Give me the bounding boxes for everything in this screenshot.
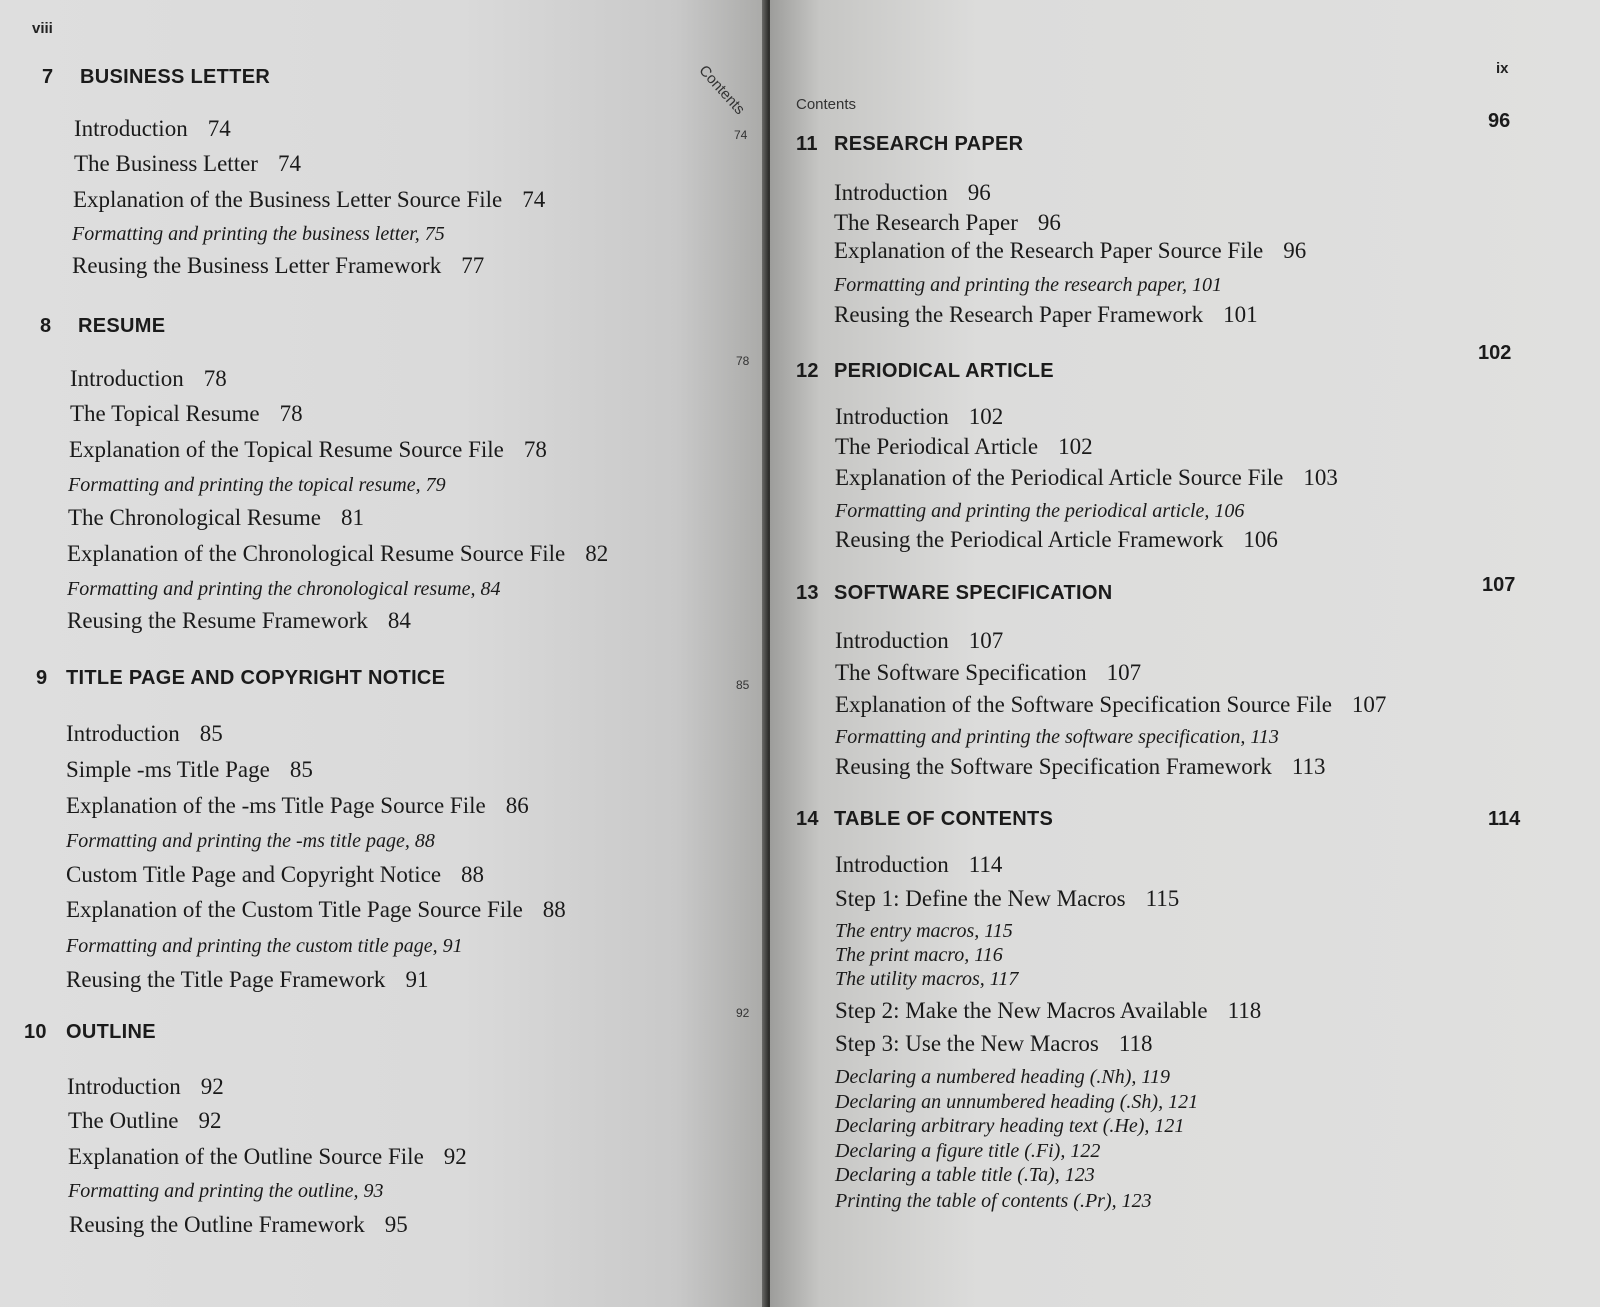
chapter-number: 12 xyxy=(796,360,819,382)
toc-subentry: Printing the table of contents (.Pr), 123 xyxy=(835,1190,1152,1212)
toc-entry: Reusing the Outline Framework 95 xyxy=(69,1212,408,1237)
toc-entry: Reusing the Business Letter Framework 77 xyxy=(72,253,485,278)
chapter-title: TABLE OF CONTENTS xyxy=(834,808,1054,830)
toc-subentry: The utility macros, 117 xyxy=(835,968,1019,990)
chapter-title: TITLE PAGE AND COPYRIGHT NOTICE xyxy=(66,667,446,689)
running-head: Contents xyxy=(695,62,749,118)
toc-subentry: The print macro, 116 xyxy=(835,944,1003,966)
toc-entry: Introduction 78 xyxy=(70,366,227,391)
toc-entry: Explanation of the Software Specification Source File 107 xyxy=(835,692,1387,717)
toc-entry: Step 2: Make the New Macros Available 118 xyxy=(835,998,1262,1023)
toc-entry: Introduction 107 xyxy=(835,628,1004,653)
chapter-page-number: 96 xyxy=(1488,110,1511,132)
page-number: viii xyxy=(32,20,53,37)
toc-entry: Explanation of the Periodical Article Source File 103 xyxy=(835,465,1338,490)
toc-entry: Custom Title Page and Copyright Notice 88 xyxy=(66,862,485,887)
chapter-title: RESUME xyxy=(78,315,166,337)
toc-entry: The Periodical Article 102 xyxy=(835,434,1093,459)
toc-entry: Explanation of the Outline Source File 92 xyxy=(68,1144,467,1169)
toc-entry: Introduction 102 xyxy=(835,404,1004,429)
toc-entry: Reusing the Research Paper Framework 101 xyxy=(834,302,1258,327)
toc-entry: Simple -ms Title Page 85 xyxy=(66,757,313,782)
toc-entry: The Outline 92 xyxy=(68,1108,222,1133)
toc-subentry: Declaring arbitrary heading text (.He), 121 xyxy=(835,1115,1185,1137)
chapter-number: 7 xyxy=(42,66,54,88)
toc-subentry: Formatting and printing the topical resume, 79 xyxy=(68,474,446,496)
toc-subentry: Formatting and printing the research paper, 101 xyxy=(834,274,1222,296)
toc-entry: Explanation of the Custom Title Page Source File 88 xyxy=(66,897,566,922)
toc-entry: Reusing the Periodical Article Framework 106 xyxy=(835,527,1278,552)
toc-entry: The Research Paper 96 xyxy=(834,210,1061,235)
toc-subentry: Formatting and printing the -ms title page, 88 xyxy=(66,830,435,852)
toc-entry: The Business Letter 74 xyxy=(74,151,301,176)
toc-entry: Explanation of the Research Paper Source File 96 xyxy=(834,238,1307,263)
toc-entry: Step 3: Use the New Macros 118 xyxy=(835,1031,1153,1056)
toc-subentry: Formatting and printing the custom title page, 91 xyxy=(66,935,463,957)
toc-subentry: Declaring a figure title (.Fi), 122 xyxy=(835,1140,1101,1162)
toc-subentry: Formatting and printing the outline, 93 xyxy=(68,1180,384,1202)
toc-entry: Introduction 96 xyxy=(834,180,991,205)
chapter-heading xyxy=(36,667,445,690)
chapter-heading xyxy=(796,133,1023,156)
toc-subentry: Declaring a numbered heading (.Nh), 119 xyxy=(835,1066,1170,1088)
toc-subentry: Declaring an unnumbered heading (.Sh), 121 xyxy=(835,1091,1199,1113)
chapter-heading xyxy=(40,315,165,338)
toc-entry: Introduction 74 xyxy=(74,116,231,141)
toc-subentry: Formatting and printing the periodical article, 106 xyxy=(835,500,1245,522)
margin-number: 92 xyxy=(736,1006,750,1020)
toc-entry: Explanation of the -ms Title Page Source File 86 xyxy=(66,793,529,818)
toc-entry: Step 1: Define the New Macros 115 xyxy=(835,886,1180,911)
chapter-page-number: 107 xyxy=(1482,574,1516,596)
toc-subentry: Formatting and printing the business letter, 75 xyxy=(72,223,445,245)
chapter-heading xyxy=(42,66,270,89)
chapter-number: 14 xyxy=(796,808,819,830)
chapter-heading xyxy=(24,1021,156,1044)
chapter-number: 8 xyxy=(40,315,52,337)
toc-entry: The Topical Resume 78 xyxy=(70,401,303,426)
margin-number: 85 xyxy=(736,678,750,692)
chapter-title: SOFTWARE SPECIFICATION xyxy=(834,582,1113,604)
chapter-page-number: 102 xyxy=(1478,342,1512,364)
chapter-title: PERIODICAL ARTICLE xyxy=(834,360,1054,382)
right-page xyxy=(770,0,1600,1307)
running-head: Contents xyxy=(796,96,857,113)
chapter-number: 9 xyxy=(36,667,48,689)
chapter-title: BUSINESS LETTER xyxy=(80,66,271,88)
toc-subentry: Declaring a table title (.Ta), 123 xyxy=(835,1164,1095,1186)
toc-entry: The Chronological Resume 81 xyxy=(68,505,364,530)
page-number: ix xyxy=(1496,60,1509,77)
chapter-number: 13 xyxy=(796,582,819,604)
toc-subentry: Formatting and printing the software specification, 113 xyxy=(835,726,1279,748)
toc-subentry: The entry macros, 115 xyxy=(835,920,1013,942)
toc-entry: Reusing the Title Page Framework 91 xyxy=(66,967,429,992)
chapter-heading xyxy=(796,808,1053,831)
chapter-title: OUTLINE xyxy=(66,1021,156,1043)
toc-entry: Explanation of the Topical Resume Source File 78 xyxy=(69,437,547,462)
toc-entry: Introduction 85 xyxy=(66,721,223,746)
toc-subentry: Formatting and printing the chronological resume, 84 xyxy=(67,578,501,600)
chapter-heading xyxy=(796,582,1112,605)
chapter-number: 10 xyxy=(24,1021,47,1043)
toc-entry: Explanation of the Chronological Resume Source File 82 xyxy=(67,541,609,566)
chapter-heading xyxy=(796,360,1054,383)
toc-entry: Introduction 92 xyxy=(67,1074,224,1099)
toc-entry: Reusing the Resume Framework 84 xyxy=(67,608,411,633)
left-page xyxy=(0,0,768,1307)
toc-entry: Explanation of the Business Letter Source File 74 xyxy=(73,187,546,212)
toc-entry: Reusing the Software Specification Framework 113 xyxy=(835,754,1326,779)
chapter-page-number: 114 xyxy=(1488,808,1521,830)
toc-entry: The Software Specification 107 xyxy=(835,660,1142,685)
chapter-number: 11 xyxy=(796,133,818,155)
margin-number: 74 xyxy=(734,128,748,142)
toc-entry: Introduction 114 xyxy=(835,852,1003,877)
margin-number: 78 xyxy=(736,354,750,368)
chapter-title: RESEARCH PAPER xyxy=(834,133,1024,155)
